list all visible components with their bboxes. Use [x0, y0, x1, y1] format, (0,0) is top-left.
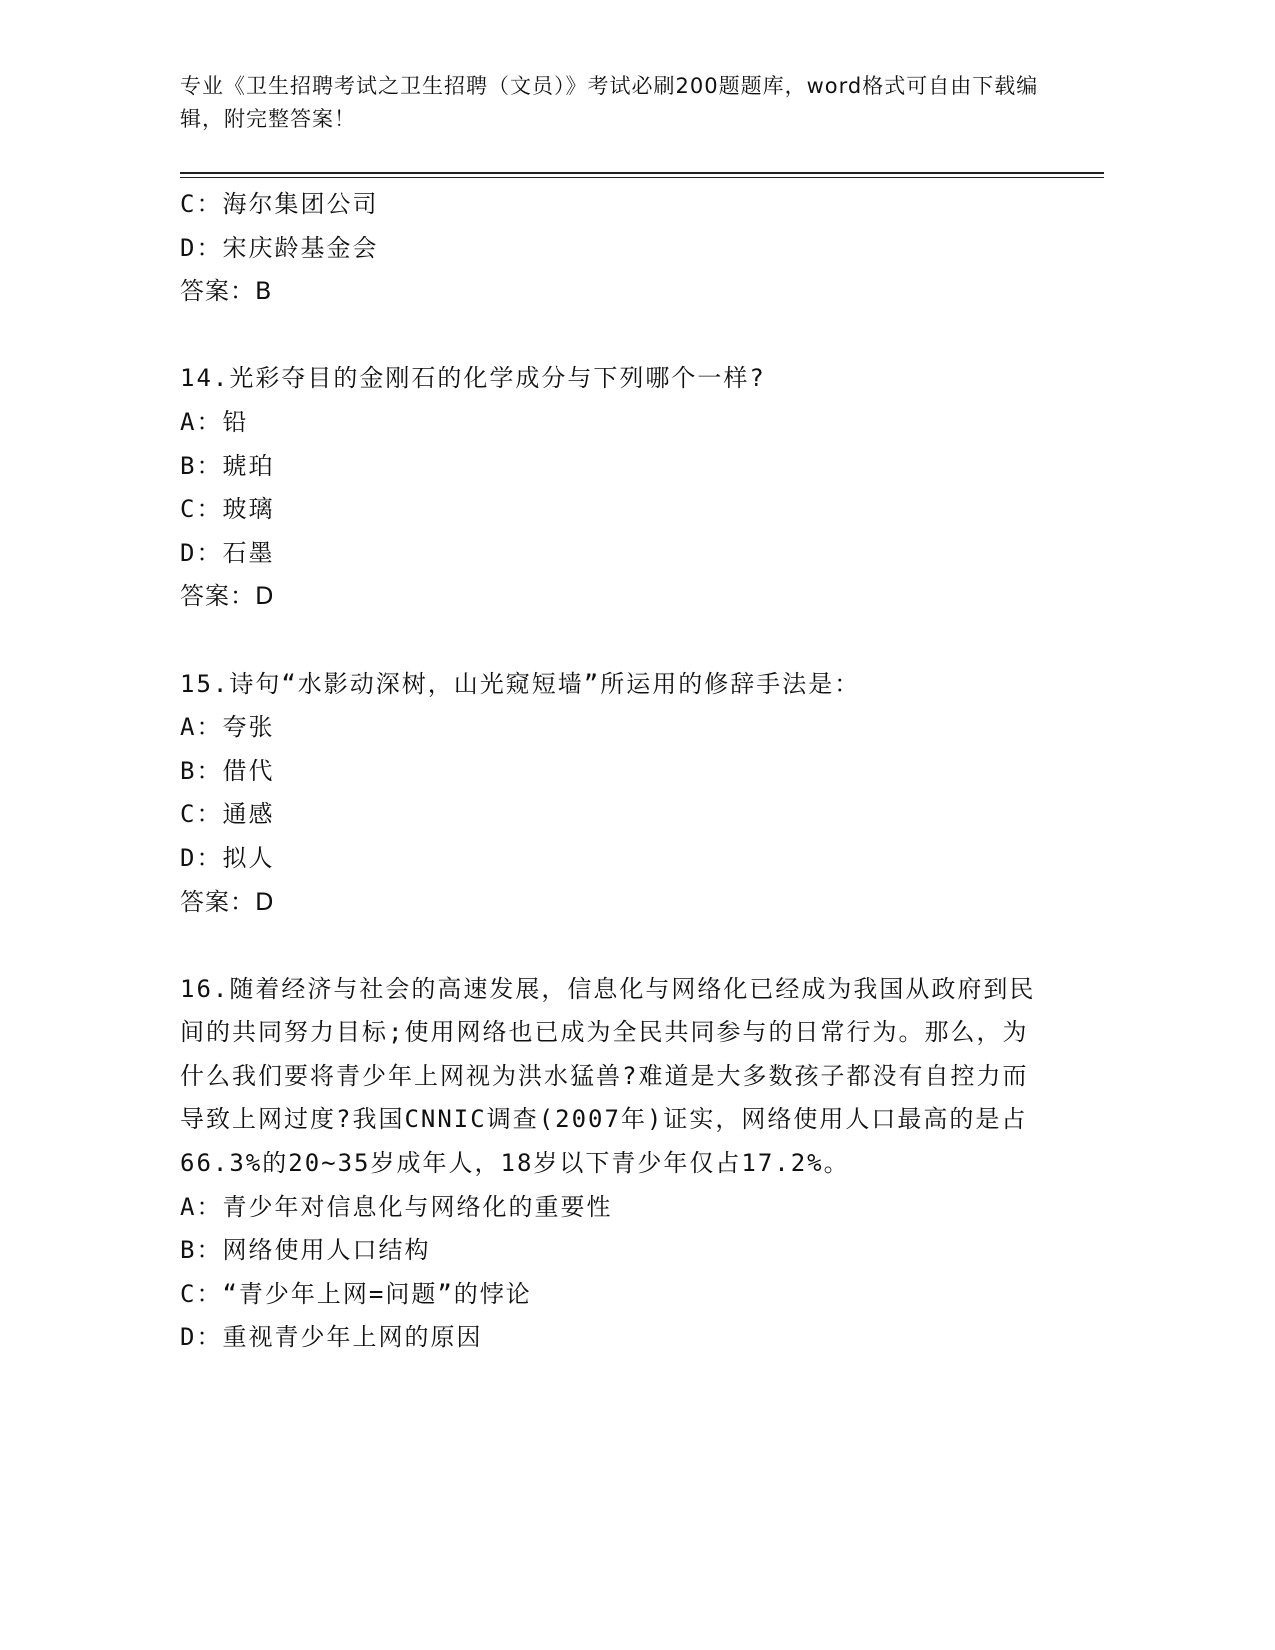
option-line: B：借代	[180, 756, 275, 785]
option-line: B：网络使用人口结构	[180, 1236, 431, 1265]
spacer	[180, 314, 1060, 358]
option-line: A：铅	[180, 407, 249, 436]
option-line: C：玻璃	[180, 495, 275, 524]
document-header: 专业《卫生招聘考试之卫生招聘（文员）》考试必刷200题题库，word格式可自由下载编辑，附完整答案！	[180, 74, 1039, 131]
spacer	[180, 924, 1060, 968]
header-rule-thin	[180, 177, 1104, 178]
answer-line: 答案：D	[180, 582, 275, 611]
question-stem: 15.诗句“水影动深树，山光窥短墙”所运用的修辞手法是：	[180, 669, 861, 698]
option-line: C：海尔集团公司	[180, 190, 379, 218]
option-line: A：青少年对信息化与网络化的重要性	[180, 1192, 613, 1221]
question-list	[180, 183, 1060, 1360]
option-line: A：夸张	[180, 713, 275, 742]
option-line: D：拟人	[180, 843, 275, 872]
question-stem: 14.光彩夺目的金刚石的化学成分与下列哪个一样?	[180, 364, 766, 393]
header-rule-thick	[180, 172, 1104, 174]
question-stem: 16.随着经济与社会的高速发展，信息化与网络化已经成为我国从政府到民间的共同努力目标;使用网络也已成为全民共同参与的日常行为。那么，为什么我们要将青少年上网视为洪水猛兽?难道是大多数孩子都没有自控力而导致上网过度?我国CNNIC调查(2007年)证实，网络使用人口最高的是占66.3%的20~35岁成年人，18岁以下青少年仅占17.2%。	[180, 974, 1036, 1178]
answer-line: 答案：D	[180, 887, 275, 916]
spacer	[180, 619, 1060, 663]
option-line: C：“青少年上网=问题”的悖论	[180, 1279, 532, 1308]
answer-line: 答案：B	[180, 277, 273, 306]
option-line: D：重视青少年上网的原因	[180, 1323, 483, 1352]
option-line: D：石墨	[180, 538, 275, 567]
option-line: C：通感	[180, 800, 275, 829]
option-line: B：琥珀	[180, 451, 275, 480]
option-line: D：宋庆龄基金会	[180, 233, 379, 262]
